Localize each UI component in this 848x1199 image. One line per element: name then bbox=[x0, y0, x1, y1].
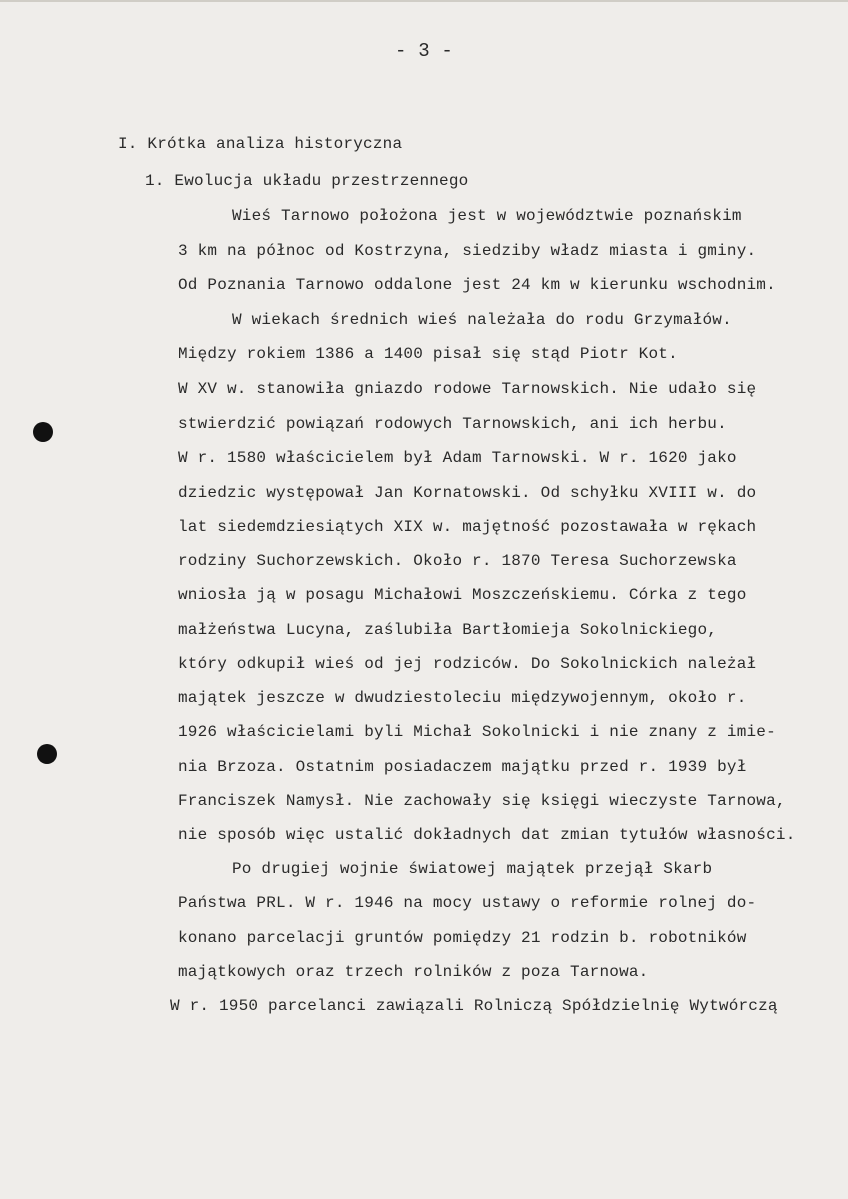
text-line: W r. 1950 parcelanci zawiązali Rolniczą Spółdzielnię Wytwórczą bbox=[170, 997, 778, 1015]
subsection-heading: 1. Ewolucja układu przestrzennego bbox=[145, 172, 469, 190]
text-line: Po drugiej wojnie światowej majątek przejął Skarb bbox=[232, 860, 713, 878]
section-heading: I. Krótka analiza historyczna bbox=[118, 135, 403, 153]
text-line: 1926 właścicielami byli Michał Sokolnicki i nie znany z imie- bbox=[178, 723, 776, 741]
text-line: który odkupił wieś od jej rodziców. Do Sokolnickich należał bbox=[178, 655, 757, 673]
text-line: nia Brzoza. Ostatnim posiadaczem majątku przed r. 1939 był bbox=[178, 758, 747, 776]
text-line: W r. 1580 właścicielem był Adam Tarnowski. W r. 1620 jako bbox=[178, 449, 737, 467]
page-number: - 3 - bbox=[394, 40, 453, 62]
text-line: Między rokiem 1386 a 1400 pisał się stąd Piotr Kot. bbox=[178, 345, 678, 363]
text-line: nie sposób więc ustalić dokładnych dat zmian tytułów własności. bbox=[178, 826, 796, 844]
text-line: Od Poznania Tarnowo oddalone jest 24 km w kierunku wschodnim. bbox=[178, 276, 776, 294]
punch-hole-bottom bbox=[37, 744, 57, 764]
page-edge bbox=[0, 0, 848, 2]
text-line: majątkowych oraz trzech rolników z poza Tarnowa. bbox=[178, 963, 649, 981]
text-line: dziedzic występował Jan Kornatowski. Od schyłku XVIII w. do bbox=[178, 484, 757, 502]
text-line: Wieś Tarnowo położona jest w województwie poznańskim bbox=[232, 207, 742, 225]
text-line: 3 km na północ od Kostrzyna, siedziby władz miasta i gminy. bbox=[178, 242, 757, 260]
punch-hole-top bbox=[33, 422, 53, 442]
text-line: wniosła ją w posagu Michałowi Moszczeńskiemu. Córka z tego bbox=[178, 586, 747, 604]
text-line: lat siedemdziesiątych XIX w. majętność pozostawała w rękach bbox=[178, 518, 757, 536]
text-line: Franciszek Namysł. Nie zachowały się księgi wieczyste Tarnowa, bbox=[178, 792, 786, 810]
text-line: W XV w. stanowiła gniazdo rodowe Tarnowskich. Nie udało się bbox=[178, 380, 757, 398]
text-line: rodziny Suchorzewskich. Około r. 1870 Teresa Suchorzewska bbox=[178, 552, 737, 570]
text-line: konano parcelacji gruntów pomiędzy 21 rodzin b. robotników bbox=[178, 929, 747, 947]
text-line: majątek jeszcze w dwudziestoleciu międzywojennym, około r. bbox=[178, 689, 747, 707]
text-line: Państwa PRL. W r. 1946 na mocy ustawy o reformie rolnej do- bbox=[178, 894, 757, 912]
text-line: stwierdzić powiązań rodowych Tarnowskich, ani ich herbu. bbox=[178, 415, 727, 433]
text-line: W wiekach średnich wieś należała do rodu Grzymałów. bbox=[232, 311, 732, 329]
text-line: małżeństwa Lucyna, zaślubiła Bartłomieja Sokolnickiego, bbox=[178, 621, 718, 639]
